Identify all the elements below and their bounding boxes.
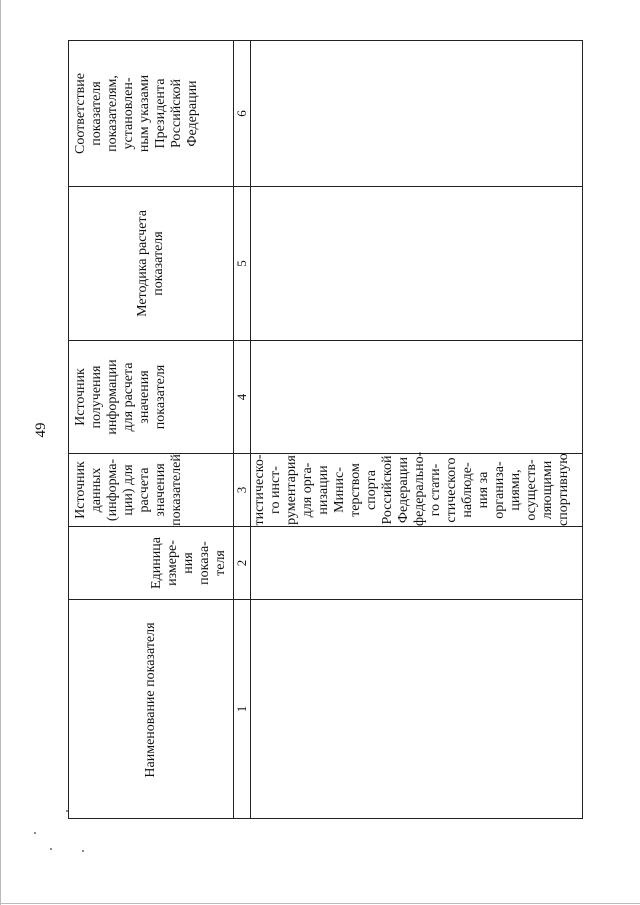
scan-edge-left: [0, 0, 1, 905]
column-number-row: [234, 41, 251, 819]
col-header-decree-compliance: Соответствие показателя показателям, установлен- ным указами Президента Российской Федерации: [69, 41, 234, 187]
column-number: 3: [234, 454, 251, 527]
cell-info-source: [251, 341, 583, 454]
page-number: 49: [33, 422, 49, 438]
scan-speck: [34, 832, 36, 834]
col-header-indicator-name: Наименование показателя: [69, 600, 234, 819]
table-row: [251, 41, 583, 819]
indicator-table-rotated: [68, 41, 583, 819]
col-header-info-source: Источник получения информации для расчета значения показателя: [69, 341, 234, 454]
scan-speck: [50, 848, 52, 850]
col-header-calculation-method: Методика расчета показателя: [69, 187, 234, 341]
column-number: 2: [234, 527, 251, 600]
indicator-table: [68, 40, 583, 819]
column-number: 4: [234, 341, 251, 454]
scan-edge-bottom: [0, 903, 640, 904]
cell-indicator-name: [251, 600, 583, 819]
cell-unit: [251, 527, 583, 600]
col-header-unit: Единица измере- ния показа- теля: [69, 527, 234, 600]
column-number: 1: [234, 600, 251, 819]
column-number: 5: [234, 187, 251, 341]
header-row: [69, 41, 234, 819]
col-header-data-source: Источник данных (информа- ции) для расчета значения показателей: [69, 454, 234, 527]
cell-decree-compliance: [251, 41, 583, 187]
cell-data-source: тистическо- го инст- рументария для орга- низации Минис- терством спорта Российской Федерации федерально- го стати- стического наблюде- ния за организа- циями, осуществ- ляющими спортивную: [251, 454, 583, 527]
cell-calculation-method: [251, 187, 583, 341]
scan-speck: [82, 850, 84, 852]
column-number: 6: [234, 41, 251, 187]
